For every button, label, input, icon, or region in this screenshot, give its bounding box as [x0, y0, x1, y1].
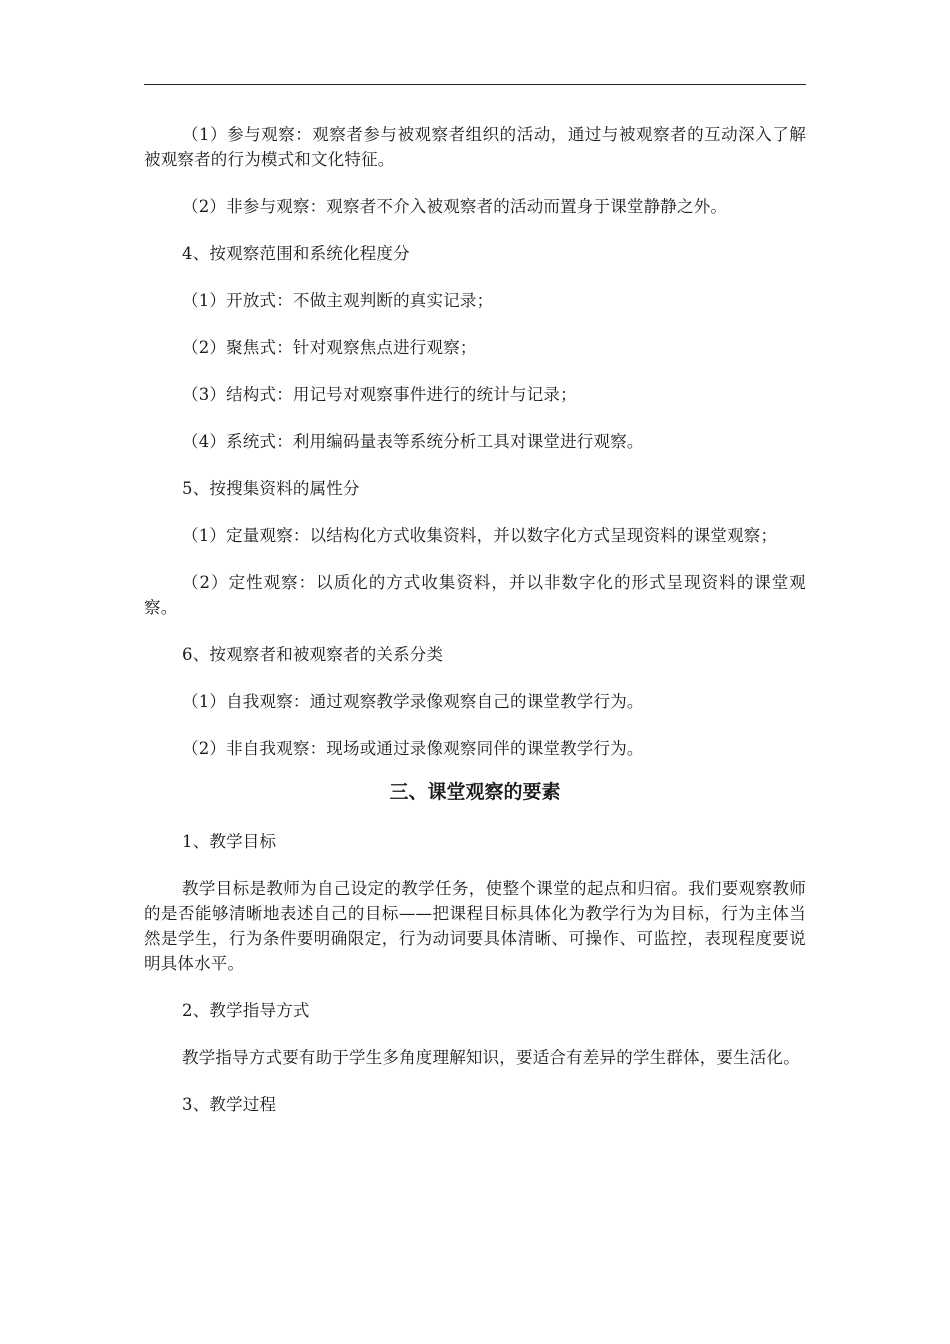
paragraph-structured-type: （3）结构式：用记号对观察事件进行的统计与记录；: [182, 385, 577, 404]
paragraph-systematic-type: （4）系统式：利用编码量表等系统分析工具对课堂进行观察。: [182, 432, 644, 451]
paragraph-open-type: （1）开放式：不做主观判断的真实记录；: [182, 291, 494, 310]
paragraph-focused-type: （2）聚焦式：针对观察焦点进行观察；: [182, 338, 477, 357]
subheading-teaching-process: 3、教学过程: [182, 1095, 277, 1114]
paragraph-participant-observation: （1）参与观察：观察者参与被观察者组织的活动，通过与被观察者的互动深入了解被观察者的行为模式和文化特征。: [144, 125, 806, 169]
paragraph-non-self-observation: （2）非自我观察：现场或通过录像观察同伴的课堂教学行为。: [182, 739, 644, 758]
document-body: [144, 122, 806, 1117]
subheading-scope-classification: 4、按观察范围和系统化程度分: [182, 244, 410, 263]
paragraph-teaching-guidance: 教学指导方式要有助于学生多角度理解知识，要适合有差异的学生群体，要生活化。: [182, 1048, 800, 1067]
subheading-teaching-goals: 1、教学目标: [182, 832, 277, 851]
header-rule: [144, 84, 806, 85]
paragraph-teaching-goals: 教学目标是教师为自己设定的教学任务，使整个课堂的起点和归宿。我们要观察教师的是否能够清晰地表述自己的目标——把课程目标具体化为教学行为为目标，行为主体当然是学生，行为条件要明确限定，行为动词要具体清晰、可操作、可监控，表现程度要说明具体水平。: [144, 879, 806, 973]
subheading-data-attribute-classification: 5、按搜集资料的属性分: [182, 479, 360, 498]
paragraph-quantitative-observation: （1）定量观察：以结构化方式收集资料，并以数字化方式呈现资料的课堂观察；: [182, 526, 778, 545]
paragraph-qualitative-observation: （2）定性观察：以质化的方式收集资料，并以非数字化的形式呈现资料的课堂观察。: [144, 573, 806, 617]
subheading-teaching-guidance: 2、教学指导方式: [182, 1001, 310, 1020]
paragraph-self-observation: （1）自我观察：通过观察教学录像观察自己的课堂教学行为。: [182, 692, 644, 711]
section-heading: 三、课堂观察的要素: [389, 781, 561, 803]
paragraph-non-participant-observation: （2）非参与观察：观察者不介入被观察者的活动而置身于课堂静静之外。: [182, 197, 728, 216]
subheading-relationship-classification: 6、按观察者和被观察者的关系分类: [182, 645, 444, 664]
